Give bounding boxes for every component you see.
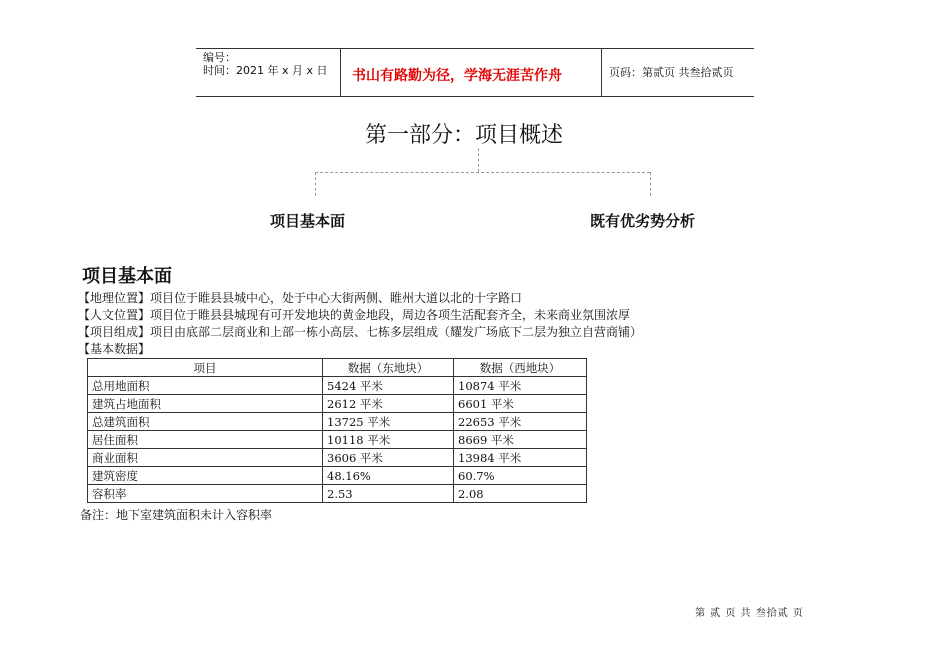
header-bottom-rule	[196, 96, 754, 97]
table-cell: 2.53	[323, 485, 454, 503]
table-cell: 居住面积	[88, 431, 323, 449]
table-cell: 8669 平米	[454, 431, 587, 449]
table-cell: 13725 平米	[323, 413, 454, 431]
table-cell: 22653 平米	[454, 413, 587, 431]
table-cell: 48.16%	[323, 467, 454, 485]
header-motto: 书山有路勤为径，学海无涯苦作舟	[352, 68, 562, 84]
table-cell: 建筑密度	[88, 467, 323, 485]
table-cell: 2612 平米	[323, 395, 454, 413]
header-time-label: 时间：2021 年 x 月 x 日	[203, 64, 328, 77]
diagram-stem	[478, 148, 479, 172]
diagram-crossbar	[315, 172, 650, 173]
table-row	[88, 395, 587, 413]
table-note: 备注：地下室建筑面积未计入容积率	[80, 508, 273, 522]
page-footer: 第 贰 页 共 叁拾贰 页	[695, 608, 804, 619]
table-header-west: 数据（西地块）	[454, 359, 587, 377]
header-number-label: 编号：	[203, 51, 236, 64]
table-header-item: 项目	[88, 359, 323, 377]
header-divider-right	[601, 48, 602, 96]
table-cell: 10118 平米	[323, 431, 454, 449]
paragraph-location: 【地理位置】项目位于睢县县城中心，处于中心大街两侧、睢州大道以北的十字路口	[78, 291, 523, 305]
table-row	[88, 377, 587, 395]
table-row	[88, 431, 587, 449]
table-cell: 5424 平米	[323, 377, 454, 395]
table-row	[88, 449, 587, 467]
table-cell: 总建筑面积	[88, 413, 323, 431]
table-cell: 3606 平米	[323, 449, 454, 467]
table-cell: 60.7%	[454, 467, 587, 485]
table-cell: 13984 平米	[454, 449, 587, 467]
table-row	[88, 467, 587, 485]
paragraph-basic-data: 【基本数据】	[78, 342, 151, 356]
paragraph-humanity: 【人文位置】项目位于睢县县城现有可开发地块的黄金地段，周边各项生活配套齐全，未来商业氛围浓厚	[78, 308, 631, 322]
diagram-branch-basics: 项目基本面	[270, 212, 346, 230]
table-row	[88, 485, 587, 503]
header-divider-left	[340, 48, 341, 96]
table-cell: 建筑占地面积	[88, 395, 323, 413]
header-page-info: 页码：第贰页 共叁拾贰页	[609, 66, 734, 79]
table-cell: 10874 平米	[454, 377, 587, 395]
section-heading: 项目基本面	[82, 266, 172, 287]
diagram-branch-swot: 既有优劣势分析	[590, 212, 696, 230]
table-cell: 2.08	[454, 485, 587, 503]
table-cell: 容积率	[88, 485, 323, 503]
table-header-east: 数据（东地块）	[323, 359, 454, 377]
table-cell: 6601 平米	[454, 395, 587, 413]
diagram-left-drop	[315, 172, 316, 196]
header-top-rule	[196, 48, 754, 49]
table-row	[88, 413, 587, 431]
part-title: 第一部分：项目概述	[365, 123, 564, 148]
table-header-row	[88, 359, 587, 377]
diagram-right-drop	[650, 172, 651, 196]
paragraph-composition: 【项目组成】项目由底部二层商业和上部一栋小高层、七栋多层组成（耀发广场底下二层为独立自营商铺）	[78, 325, 643, 339]
table-cell: 总用地面积	[88, 377, 323, 395]
table-cell: 商业面积	[88, 449, 323, 467]
basic-data-table	[87, 358, 587, 503]
